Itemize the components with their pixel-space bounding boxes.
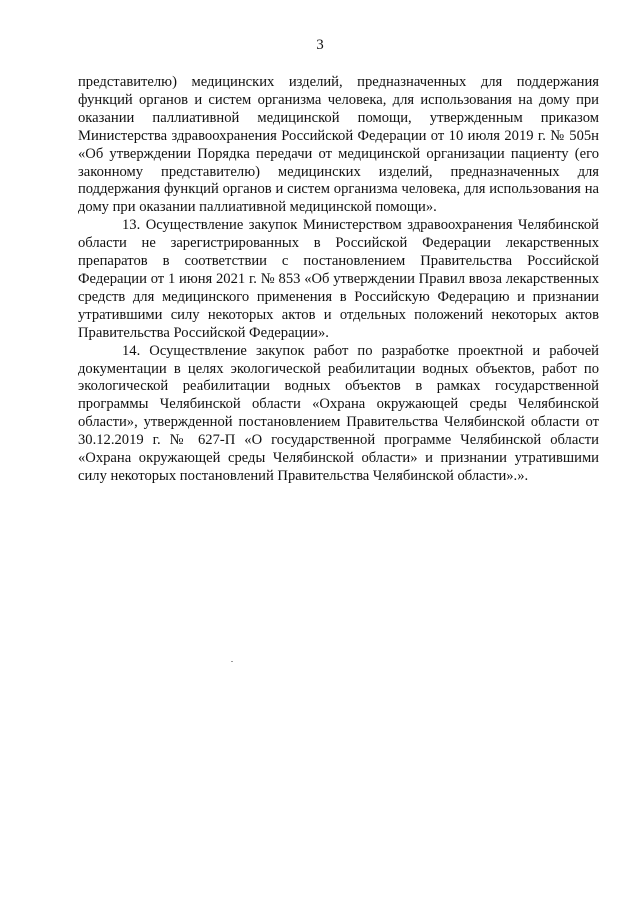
- scan-speck: [231, 661, 233, 662]
- paragraph-continuation: представителю) медицинских изделий, предназначенных для поддержания функций органов и систем организма человека, для использования на дому при оказании паллиативной медицинской помощи, утвержденным приказом Министерства здравоохранения Российской Федерации от 10 июля 2019 г. № 505н «Об утверждении Порядка передачи от медицинской организации пациенту (его законному представителю) медицинских изделий, предназначенных для поддержания функций органов и систем организма человека, для использования на дому при оказании паллиативной медицинской помощи».: [78, 74, 599, 216]
- paragraph-item-13: 13. Осуществление закупок Министерством здравоохранения Челябинской области не зарегистрированных в Российской Федерации лекарственных препаратов в соответствии с постановлением Правительства Российской Федерации от 1 июня 2021 г. № 853 «Об утверждении Правил ввоза лекарственных средств для медицинского применения в Российскую Федерацию и признании утратившими силу некоторых актов и отдельных положений некоторых актов Правительства Российской Федерации».: [78, 217, 599, 341]
- page-number: 3: [316, 37, 324, 53]
- document-body: [78, 74, 599, 486]
- paragraph-item-14: 14. Осуществление закупок работ по разработке проектной и рабочей документации в целях экологической реабилитации водных объектов, работ по экологической реабилитации водных объектов в рамках государственной программы Челябинской области «Охрана окружающей среды Челябинской области», утвержденной постановлением Правительства Челябинской области от 30.12.2019 г. № 627-П «О государственной программе Челябинской области «Охрана окружающей среды Челябинской области» и признании утратившими силу некоторых постановлений Правительства Челябинской области».».: [78, 342, 599, 484]
